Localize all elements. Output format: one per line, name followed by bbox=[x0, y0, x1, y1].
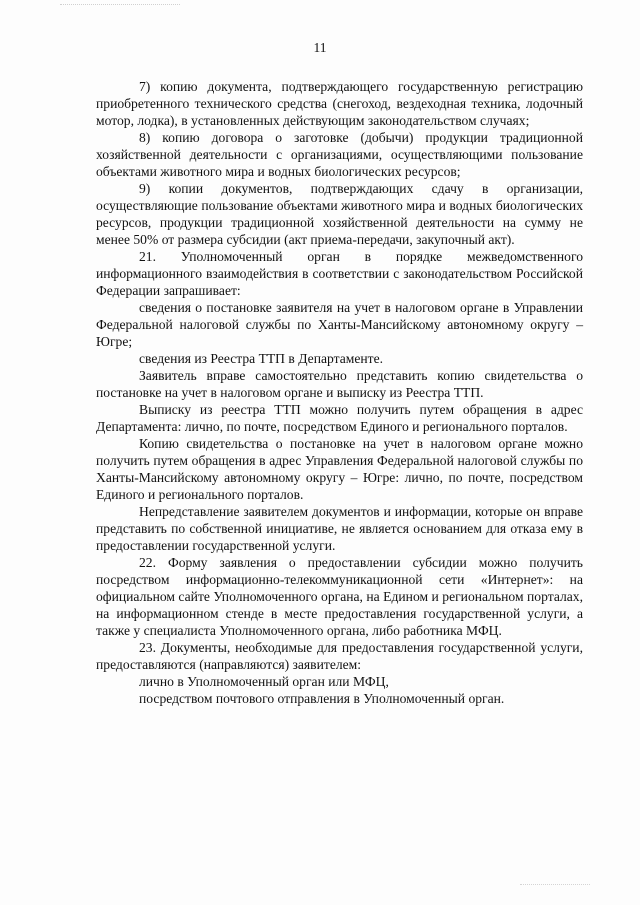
paragraph-by-post: посредством почтового отправления в Уполномоченный орган. bbox=[139, 691, 505, 706]
paragraph-clause-23: 23. Документы, необходимые для предоставления государственной услуги, предоставляются (направляются) заявителем: bbox=[96, 640, 583, 672]
paragraph-non-submission: Непредставление заявителем документов и информации, которые он вправе представить по собственной инициативе, не является основанием для отказа ему в предоставлении государственной услуги. bbox=[96, 504, 583, 553]
paragraph-registry-extract: Выписку из реестра ТТП можно получить путем обращения в адрес Департамента: лично, по почте, посредством Единого и регионального порталов. bbox=[96, 402, 583, 434]
paragraph-registry-info: сведения из Реестра ТТП в Департаменте. bbox=[139, 351, 384, 366]
paragraph-item-7: 7) копию документа, подтверждающего государственную регистрацию приобретенного технического средства (снегоход, вездеходная техника, лодочный мотор, лодка), в установленных действующим законодательством случаях; bbox=[96, 79, 583, 128]
paragraph-item-9: 9) копии документов, подтверждающих сдачу в организации, осуществляющие пользование объектами животного мира и водных биологических ресурсов, продукции традиционной хозяйственной деятельности на сумму не менее 50% от размера субсидии (акт приема-передачи, закупочный акт). bbox=[96, 181, 583, 247]
paragraph-item-8: 8) копию договора о заготовке (добычи) продукции традиционной хозяйственной деятельности с организациями, осуществляющими пользование объектами животного мира и водных биологических ресурсов; bbox=[96, 130, 583, 179]
scan-artifact-bottom bbox=[520, 884, 590, 889]
paragraph-applicant-right: Заявитель вправе самостоятельно представить копию свидетельства о постановке на учет в налоговом органе и выписку из Реестра ТТП. bbox=[96, 368, 583, 400]
scan-artifact-top bbox=[60, 4, 180, 11]
document-body bbox=[96, 78, 583, 707]
paragraph-clause-22: 22. Форму заявления о предоставлении субсидии можно получить посредством информационно-телекоммуникационной сети «Интернет»: на официальном сайте Уполномоченного органа, на Едином и региональном порталах, на информационном стенде в месте предоставления государственной услуги, а также у специалиста Уполномоченного органа, либо работника МФЦ. bbox=[96, 555, 583, 638]
paragraph-tax-certificate: Копию свидетельства о постановке на учет в налоговом органе можно получить путем обращения в адрес Управления Федеральной налоговой службы по Ханты-Мансийскому автономному округу – Югре: лично, по почте, посредством Единого и регионального порталов. bbox=[96, 436, 583, 502]
paragraph-clause-21: 21. Уполномоченный орган в порядке межведомственного информационного взаимодействия в соответствии с законодательством Российской Федерации запрашивает: bbox=[96, 249, 583, 298]
paragraph-in-person: лично в Уполномоченный орган или МФЦ, bbox=[139, 674, 389, 689]
page-number: 11 bbox=[313, 40, 327, 55]
paragraph-tax-registration: сведения о постановке заявителя на учет в налоговом органе в Управлении Федеральной налоговой службы по Ханты-Мансийскому автономному округу – Югре; bbox=[96, 300, 583, 349]
